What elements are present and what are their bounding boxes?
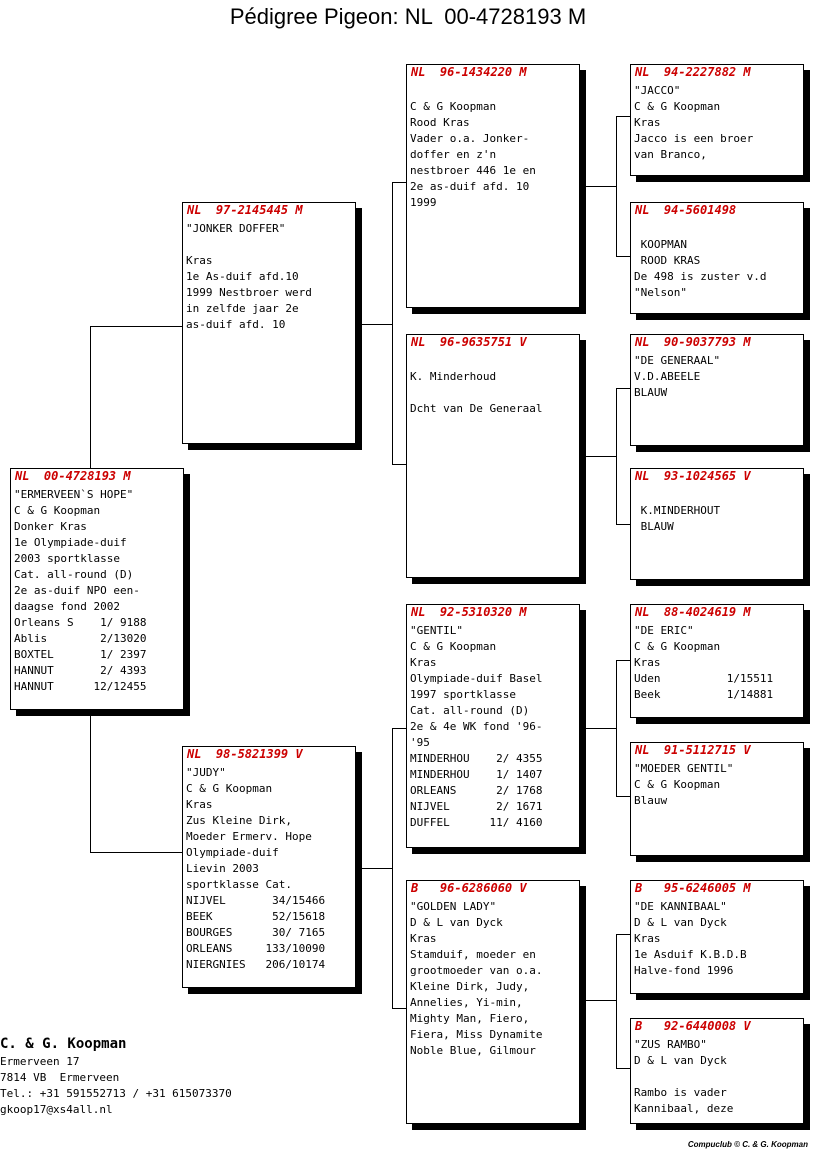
detail-line: "MOEDER GENTIL" bbox=[634, 762, 734, 775]
detail-line: K. Minderhoud bbox=[410, 370, 497, 383]
ring-number: NL 91-5112715 V bbox=[635, 743, 751, 757]
pigeon-card-ggp-5[interactable] bbox=[630, 604, 804, 718]
detail-line: BEEK 52/15618 bbox=[186, 910, 326, 923]
detail-line: De 498 is zuster v.d bbox=[634, 270, 767, 283]
breeder-address-city: 7814 VB Ermerveen bbox=[0, 1071, 120, 1084]
detail-line: Mighty Man, Fiero, bbox=[410, 1012, 530, 1025]
detail-line: 1999 Nestbroer werd bbox=[186, 286, 312, 299]
pigeon-card-dam-sire[interactable] bbox=[406, 604, 580, 848]
breeder-email[interactable]: gkoop17@xs4all.nl bbox=[0, 1103, 113, 1116]
ring-number: NL 96-1434220 M bbox=[411, 65, 527, 79]
detail-line: 2e & 4e WK fond '96- bbox=[410, 720, 543, 733]
detail-line: 1997 sportklasse bbox=[410, 688, 516, 701]
pigeon-details bbox=[407, 79, 579, 211]
pigeon-details bbox=[183, 761, 355, 973]
detail-line: "DE KANNIBAAL" bbox=[634, 900, 727, 913]
ring-number: NL 97-2145445 M bbox=[187, 203, 303, 217]
connector bbox=[616, 524, 630, 525]
detail-line: "GOLDEN LADY" bbox=[410, 900, 497, 913]
pigeon-details bbox=[11, 483, 183, 695]
detail-line: K.MINDERHOUT bbox=[634, 504, 721, 517]
detail-line: HANNUT 12/12455 bbox=[14, 680, 147, 693]
detail-line: Vader o.a. Jonker- bbox=[410, 132, 530, 145]
detail-line: "JACCO" bbox=[634, 84, 681, 97]
detail-line: D & L van Dyck bbox=[634, 916, 727, 929]
detail-line: '95 bbox=[410, 736, 430, 749]
pigeon-card-ggp-7[interactable] bbox=[630, 880, 804, 994]
connector bbox=[616, 660, 630, 661]
ring-number: NL 88-4024619 M bbox=[635, 605, 751, 619]
connector bbox=[616, 934, 617, 1068]
detail-line: Beek 1/14881 bbox=[634, 688, 774, 701]
detail-line: Kannibaal, deze bbox=[634, 1102, 734, 1115]
detail-line: "ZUS RAMBO" bbox=[634, 1038, 707, 1051]
detail-line: grootmoeder van o.a. bbox=[410, 964, 543, 977]
detail-line: 1999 bbox=[410, 196, 437, 209]
pigeon-details bbox=[407, 349, 579, 417]
connector bbox=[616, 388, 630, 389]
detail-line: C & G Koopman bbox=[410, 640, 497, 653]
detail-line bbox=[634, 221, 803, 237]
connector bbox=[580, 1000, 616, 1001]
detail-line: Zus Kleine Dirk, bbox=[186, 814, 292, 827]
breeder-phone: Tel.: +31 591552713 / +31 615073370 bbox=[0, 1087, 232, 1100]
detail-line: NIERGNIES 206/10174 bbox=[186, 958, 326, 971]
detail-line: ROOD KRAS bbox=[634, 254, 701, 267]
ring-number: B 96-6286060 V bbox=[411, 881, 527, 895]
connector bbox=[616, 116, 617, 256]
detail-line: Annelies, Yi-min, bbox=[410, 996, 523, 1009]
detail-line: ORLEANS 2/ 1768 bbox=[410, 784, 543, 797]
detail-line: Kras bbox=[186, 798, 213, 811]
pigeon-card-ggp-8[interactable] bbox=[630, 1018, 804, 1124]
connector bbox=[90, 710, 91, 852]
detail-line: C & G Koopman bbox=[14, 504, 101, 517]
detail-line: Kras bbox=[410, 932, 437, 945]
connector bbox=[90, 852, 182, 853]
detail-line: "DE ERIC" bbox=[634, 624, 694, 637]
pigeon-card-ggp-3[interactable] bbox=[630, 334, 804, 446]
detail-line: Uden 1/15511 bbox=[634, 672, 774, 685]
pigeon-card-dam[interactable] bbox=[182, 746, 356, 988]
detail-line: Orleans S 1/ 9188 bbox=[14, 616, 147, 629]
pigeon-details bbox=[631, 895, 803, 979]
pigeon-details bbox=[631, 619, 803, 703]
detail-line: Kras bbox=[634, 116, 661, 129]
pigeon-card-sire-dam[interactable] bbox=[406, 334, 580, 578]
connector bbox=[616, 256, 630, 257]
pigeon-card-ggp-2[interactable] bbox=[630, 202, 804, 314]
pigeon-details bbox=[631, 483, 803, 535]
ring-number: NL 96-9635751 V bbox=[411, 335, 527, 349]
connector bbox=[616, 116, 630, 117]
detail-line: Kleine Dirk, Judy, bbox=[410, 980, 530, 993]
detail-line: Rambo is vader bbox=[634, 1086, 727, 1099]
detail-line: Halve-fond 1996 bbox=[634, 964, 734, 977]
pigeon-details bbox=[631, 79, 803, 163]
pigeon-card-sire[interactable] bbox=[182, 202, 356, 444]
detail-line: D & L van Dyck bbox=[410, 916, 503, 929]
detail-line: sportklasse Cat. bbox=[186, 878, 292, 891]
breeder-contact bbox=[0, 1034, 232, 1118]
ring-number: B 92-6440008 V bbox=[635, 1019, 751, 1033]
detail-line: BLAUW bbox=[634, 386, 668, 399]
detail-line: Fiera, Miss Dynamite bbox=[410, 1028, 543, 1041]
detail-line: 2e as-duif afd. 10 bbox=[410, 180, 530, 193]
detail-line bbox=[634, 487, 803, 503]
detail-line: van Branco, bbox=[634, 148, 707, 161]
connector bbox=[356, 324, 392, 325]
detail-line: daagse fond 2002 bbox=[14, 600, 120, 613]
detail-line bbox=[410, 83, 579, 99]
detail-line: in zelfde jaar 2e bbox=[186, 302, 299, 315]
connector bbox=[392, 182, 406, 183]
detail-line: C & G Koopman bbox=[634, 100, 721, 113]
detail-line: NIJVEL 2/ 1671 bbox=[410, 800, 543, 813]
detail-line: Kras bbox=[186, 254, 213, 267]
detail-line: Cat. all-round (D) bbox=[410, 704, 530, 717]
detail-line: Olympiade-duif bbox=[186, 846, 279, 859]
detail-line: Blauw bbox=[634, 794, 668, 807]
detail-line: 1e Asduif K.B.D.B bbox=[634, 948, 747, 961]
pigeon-card-ggp-6[interactable] bbox=[630, 742, 804, 856]
detail-line: Stamduif, moeder en bbox=[410, 948, 536, 961]
pigeon-card-ggp-4[interactable] bbox=[630, 468, 804, 580]
detail-line: doffer en z'n bbox=[410, 148, 497, 161]
detail-line: nestbroer 446 1e en bbox=[410, 164, 536, 177]
connector bbox=[392, 464, 406, 465]
detail-line: 1e As-duif afd.10 bbox=[186, 270, 299, 283]
detail-line bbox=[186, 237, 355, 253]
credit-text: Compuclub © C. & G. Koopman bbox=[687, 1140, 808, 1149]
detail-line: Kras bbox=[634, 932, 661, 945]
detail-line bbox=[410, 385, 579, 401]
pigeon-details bbox=[183, 217, 355, 333]
connector bbox=[356, 868, 392, 869]
ring-number: NL 94-5601498 bbox=[635, 203, 737, 217]
ring-number: NL 93-1024565 V bbox=[635, 469, 751, 483]
connector bbox=[616, 388, 617, 524]
detail-line: Moeder Ermerv. Hope bbox=[186, 830, 312, 843]
detail-line: Dcht van De Generaal bbox=[410, 402, 543, 415]
detail-line: Kras bbox=[634, 656, 661, 669]
pigeon-card-sire-sire[interactable] bbox=[406, 64, 580, 308]
connector bbox=[616, 1068, 630, 1069]
detail-line: Donker Kras bbox=[14, 520, 87, 533]
pigeon-card-ggp-1[interactable] bbox=[630, 64, 804, 176]
ring-number: NL 98-5821399 V bbox=[187, 747, 303, 761]
detail-line bbox=[634, 1069, 803, 1085]
detail-line: "JUDY" bbox=[186, 766, 226, 779]
detail-line: MINDERHOU 1/ 1407 bbox=[410, 768, 543, 781]
detail-line: 2e as-duif NPO een- bbox=[14, 584, 140, 597]
detail-line: Olympiade-duif Basel bbox=[410, 672, 543, 685]
pigeon-details bbox=[631, 757, 803, 809]
connector bbox=[90, 326, 91, 468]
detail-line: MINDERHOU 2/ 4355 bbox=[410, 752, 543, 765]
detail-line: "GENTIL" bbox=[410, 624, 463, 637]
detail-line: as-duif afd. 10 bbox=[186, 318, 286, 331]
connector bbox=[392, 728, 393, 1008]
detail-line: C & G Koopman bbox=[186, 782, 273, 795]
detail-line: C & G Koopman bbox=[634, 640, 721, 653]
detail-line: V.D.ABEELE bbox=[634, 370, 701, 383]
detail-line: Rood Kras bbox=[410, 116, 470, 129]
ring-number: NL 94-2227882 M bbox=[635, 65, 751, 79]
detail-line: "ERMERVEEN`S HOPE" bbox=[14, 488, 134, 501]
ring-number: NL 00-4728193 M bbox=[15, 469, 131, 483]
pigeon-details bbox=[631, 1033, 803, 1117]
detail-line: C & G Koopman bbox=[410, 100, 497, 113]
detail-line: KOOPMAN bbox=[634, 238, 687, 251]
connector bbox=[616, 796, 630, 797]
detail-line: Lievin 2003 bbox=[186, 862, 259, 875]
connector bbox=[392, 1008, 406, 1009]
breeder-name: C. & G. Koopman bbox=[0, 1036, 127, 1052]
detail-line: BOXTEL 1/ 2397 bbox=[14, 648, 147, 661]
detail-line: DUFFEL 11/ 4160 bbox=[410, 816, 543, 829]
connector bbox=[580, 728, 616, 729]
connector bbox=[392, 182, 393, 464]
detail-line: Ablis 2/13020 bbox=[14, 632, 147, 645]
detail-line: ORLEANS 133/10090 bbox=[186, 942, 326, 955]
detail-line: "Nelson" bbox=[634, 286, 687, 299]
ring-number: B 95-6246005 M bbox=[635, 881, 751, 895]
pigeon-details bbox=[631, 217, 803, 301]
detail-line: "DE GENERAAL" bbox=[634, 354, 721, 367]
pigeon-details bbox=[631, 349, 803, 401]
detail-line: Noble Blue, Gilmour bbox=[410, 1044, 536, 1057]
detail-line: Jacco is een broer bbox=[634, 132, 754, 145]
detail-line: BOURGES 30/ 7165 bbox=[186, 926, 326, 939]
connector bbox=[616, 934, 630, 935]
detail-line: 1e Olympiade-duif bbox=[14, 536, 127, 549]
detail-line bbox=[410, 353, 579, 369]
detail-line: Kras bbox=[410, 656, 437, 669]
ring-number: NL 90-9037793 M bbox=[635, 335, 751, 349]
connector bbox=[90, 326, 182, 327]
pigeon-details bbox=[407, 619, 579, 831]
pigeon-card-subject[interactable] bbox=[10, 468, 184, 710]
pigeon-card-dam-dam[interactable] bbox=[406, 880, 580, 1124]
ring-number: NL 92-5310320 M bbox=[411, 605, 527, 619]
page-title: Pédigree Pigeon: NL 00-4728193 M bbox=[229, 4, 587, 29]
detail-line: NIJVEL 34/15466 bbox=[186, 894, 326, 907]
connector bbox=[580, 456, 616, 457]
detail-line: D & L van Dyck bbox=[634, 1054, 727, 1067]
connector bbox=[616, 660, 617, 796]
detail-line: BLAUW bbox=[634, 520, 674, 533]
connector bbox=[392, 728, 406, 729]
detail-line: 2003 sportklasse bbox=[14, 552, 120, 565]
breeder-address-street: Ermerveen 17 bbox=[0, 1055, 80, 1068]
detail-line: HANNUT 2/ 4393 bbox=[14, 664, 147, 677]
detail-line: C & G Koopman bbox=[634, 778, 721, 791]
detail-line: Cat. all-round (D) bbox=[14, 568, 134, 581]
pigeon-details bbox=[407, 895, 579, 1059]
detail-line: "JONKER DOFFER" bbox=[186, 222, 286, 235]
connector bbox=[580, 186, 616, 187]
